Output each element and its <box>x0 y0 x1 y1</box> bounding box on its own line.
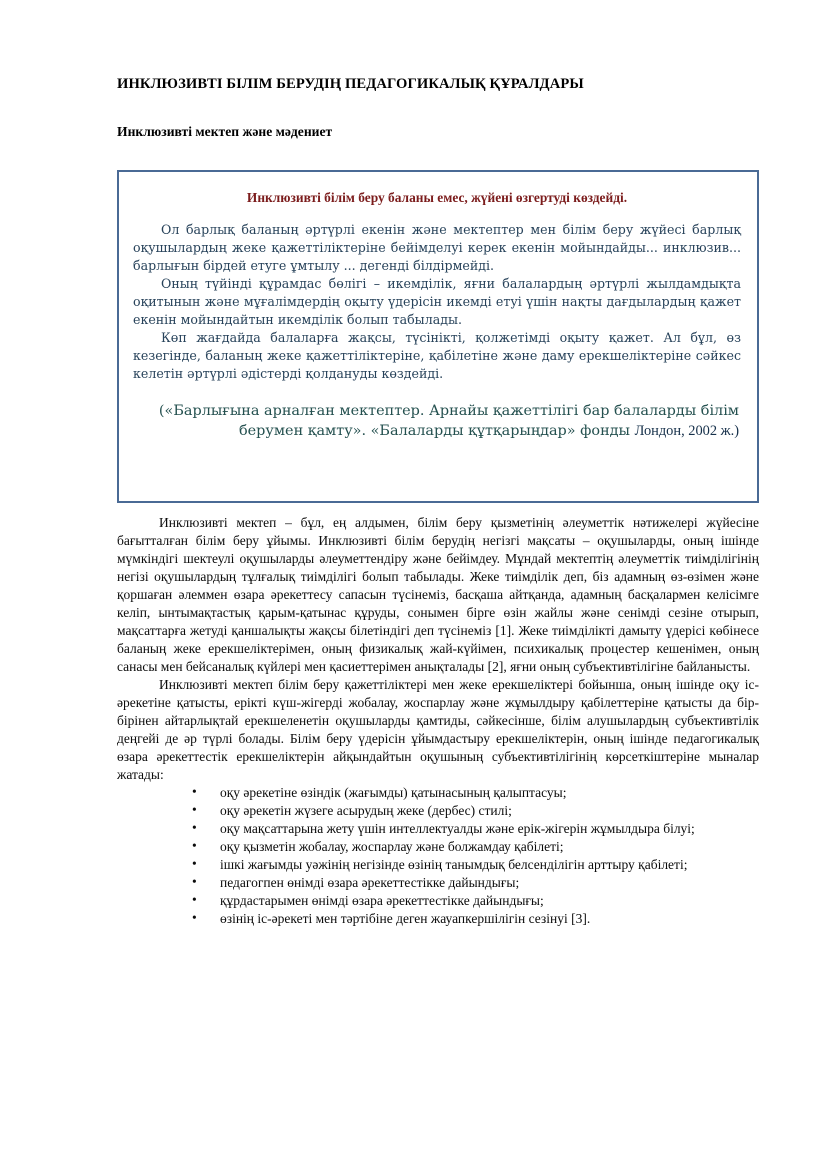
quotation-box <box>117 170 759 503</box>
subjectivity-indicators-list <box>117 784 759 928</box>
document-header-block <box>117 76 759 140</box>
section-subtitle: Инклюзивті мектеп және мәдениет <box>117 123 333 139</box>
list-item: • құрдастарымен өнімді өзара әрекеттестікке дайындығы; <box>117 892 759 910</box>
quotation-paragraph: Оның түйінді құрамдас бөлігі – икемділік, яғни балалардың әртүрлі жылдамдықта оқитынын және мұғалімдердің оқыту үдерісін икемді етуі үшін нақты дағдылардың қажет екенін мойындайтын икемділік болып табылады. <box>133 275 741 327</box>
quotation-paragraph: Көп жағдайда балаларға жақсы, түсінікті, қолжетімді оқыту қажет. Ал бұл, өз кезегінде, баланың жеке қажеттіліктеріне, қабілетіне және даму ерекшеліктеріне сәйкес келетін әртүрлі әдістерді қолдануды көздейді. <box>133 329 741 381</box>
body-paragraph: Инклюзивті мектеп – бұл, ең алдымен, білім беру қызметінің әлеуметтік нәтижелері жүйесіне бағытталған білім беру ұйымы. Инклюзивті білім берудің негізгі мақсаты – оқушыларды, оның ішінде мүмкіндігі шектеулі оқушыларды әлеуметтендіру және бейімдеу. Мұндай мектептің әлеуметтік тиімділігінің негізі оқушылардың тұлғалық тиімділігі болып табылады. Жеке тиімділік деп, біз адамның өз-өзімен және қоршаған әлеммен өзара әрекеттесу сапасын түсінеміз, басқаша айтқанда, адамның басқалармен келісімге келіп, ынтымақтастық қарым-қатынас құруды, сонымен бірге өзін жайлы және сенімді сезіне отырып, мақсаттарға жетуді қаншалықты жақсы білетіндігі деп түсінеміз [1]. Жеке тиімділікті дамыту үдерісі көбінесе баланың жеке ерекшеліктерімен, оның физикалық жай-күйімен, психикалық процестер кешенімен, оның санасы мен бейсаналық күйлері мен қасиеттерімен анықталады [2], яғни оның субъективтілігіне байланысты. <box>117 515 759 675</box>
page-title: ИНКЛЮЗИВТІ БІЛІМ БЕРУДІҢ ПЕДАГОГИКАЛЫҚ ҚҰРАЛДАРЫ <box>117 76 584 92</box>
body-paragraph: Инклюзивті мектеп білім беру қажеттіліктері мен жеке ерекшеліктері бойынша, оның ішінде оқу іс-әрекетіне қатысты, ерікті күш-жігерді жобалау, жоспарлау және жұмылдыру қабілеттеріне қатысты да бір-бірінен айтарлықтай ерекшеленетін оқушыларды қамтиды, сәйкесінше, білім алушылардың субъективтілік деңгейі де әр түрлі болады. Білім беру үдерісін ұйымдастыру ерекшеліктерін, оның ішінде педагогикалық өзара әрекеттестік ерекшеліктерін айқындайтын оқушының субъективтілігінің көрсеткіштеріне мыналар жатады: <box>117 677 759 783</box>
citation-main-text: («Барлығына арналған мектептер. Арнайы қажеттілігі бар балаларды білім берумен қамту». «Балаларды құтқарыңдар» фонды <box>158 402 739 440</box>
body-content <box>117 514 759 928</box>
list-item: • оқу мақсаттарына жету үшін интеллектуалды және ерік-жігерін жұмылдыра білуі; <box>117 820 759 838</box>
list-item: • ішкі жағымды уәжінің негізінде өзінің танымдық белсенділігін арттыру қабілеті; <box>117 856 759 874</box>
quotation-citation <box>133 401 741 442</box>
list-item: • оқу әрекетіне өзіндік (жағымды) қатынасының қалыптасуы; <box>117 784 759 802</box>
list-item: • оқу қызметін жобалау, жоспарлау және болжамдау қабілеті; <box>117 838 759 856</box>
list-item: • педагогпен өнімді өзара әрекеттестікке дайындығы; <box>117 874 759 892</box>
quotation-heading: Инклюзивті білім беру баланы емес, жүйені өзгертуді көздейді. <box>246 190 628 205</box>
citation-tail-text: Лондон, 2002 ж.) <box>634 423 739 440</box>
list-item: • оқу әрекетін жүзеге асырудың жеке (дербес) стилі; <box>117 802 759 820</box>
quotation-paragraph: Ол барлық баланың әртүрлі екенін және мектептер мен білім беру жүйесі барлық оқушылардың жеке қажеттіліктеріне бейімделуі керек екенін мойындайды... инклюзив... барлығын бірдей етуге ұмтылу ... дегенді білдірмейді. <box>133 221 741 273</box>
list-item: • өзінің іс-әрекеті мен тәртібіне деген жауапкершілігін сезінуі [3]. <box>117 910 759 928</box>
